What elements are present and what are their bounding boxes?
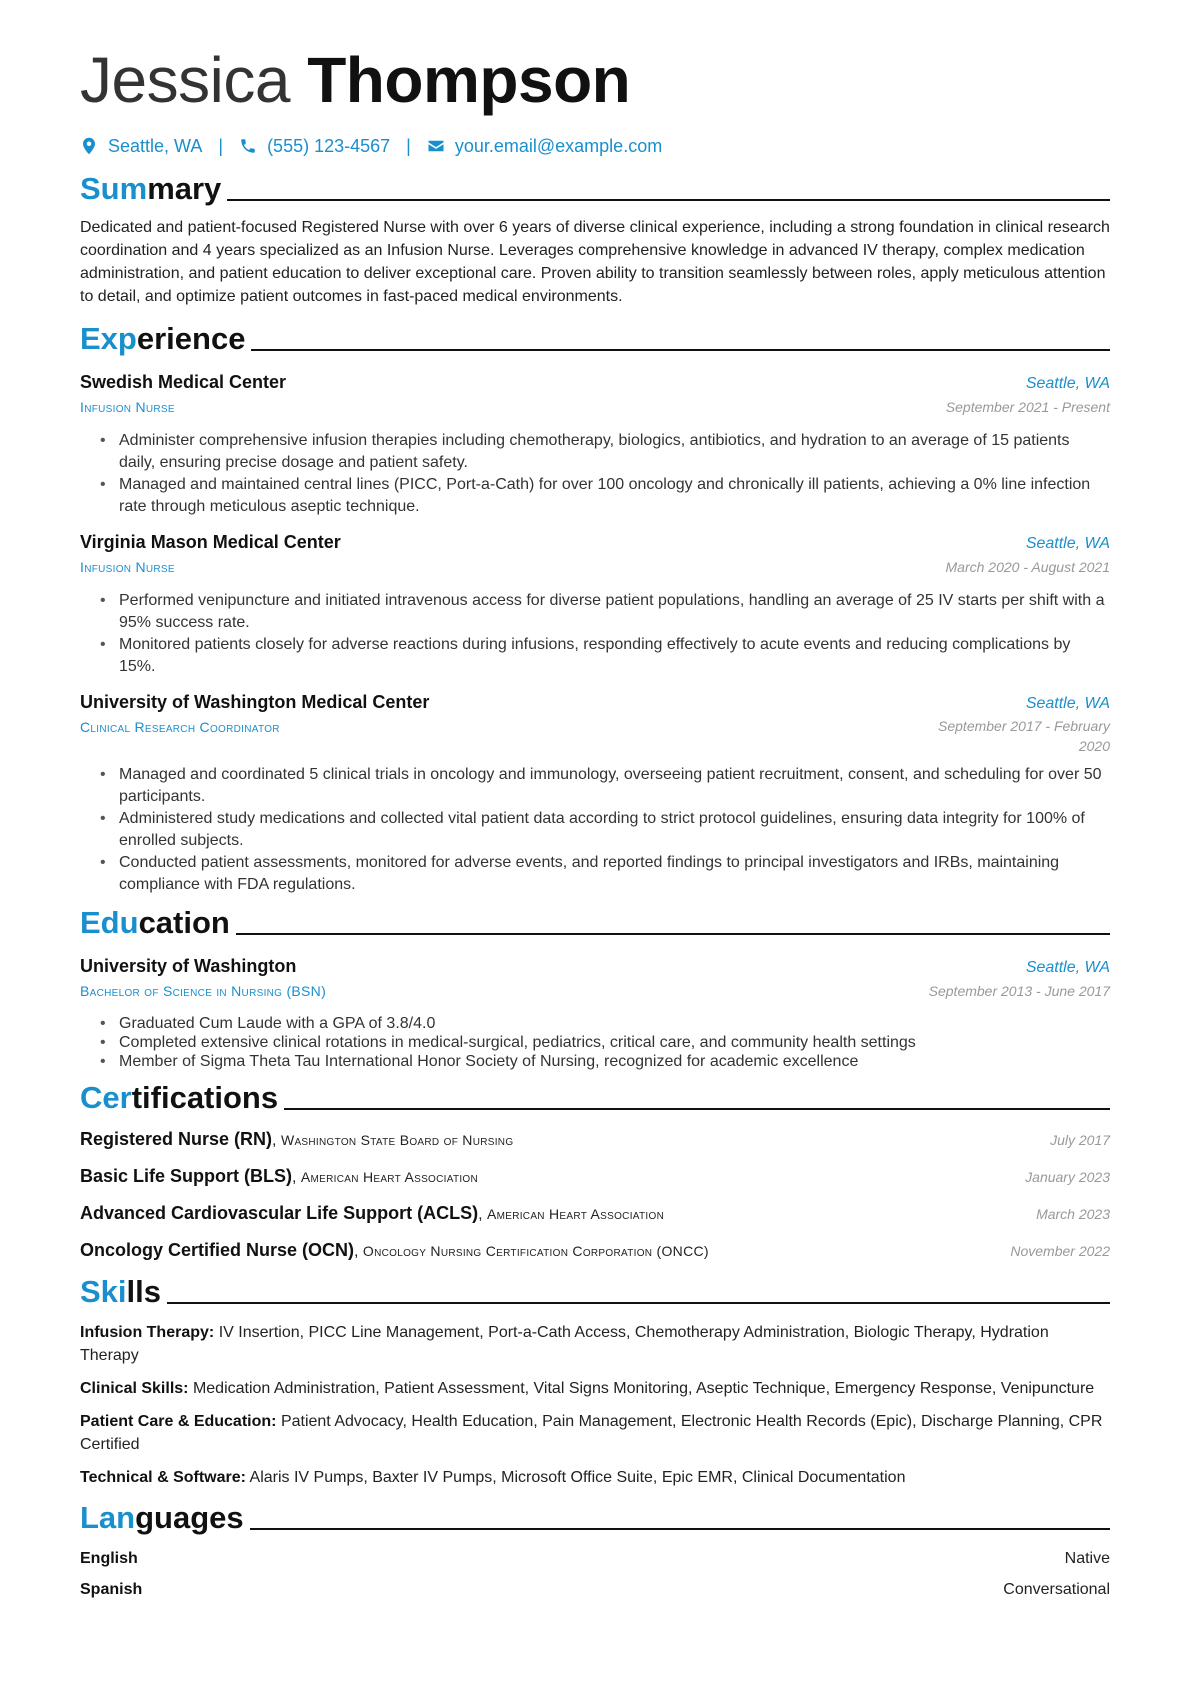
language-row [80, 1578, 1110, 1601]
summary-section [80, 170, 1110, 308]
job-title: Clinical Research Coordinator [80, 719, 280, 735]
cert-issuer: Oncology Nursing Certification Corporation (ONCC) [362, 1243, 709, 1259]
section-header [80, 1079, 1110, 1117]
section-rule [227, 199, 1110, 201]
list-item: • Administer comprehensive infusion therapies including chemotherapy, biologics, antibiotics, and hydration to an average of 15 patients daily, ensuring precise dosage and patient safety. [100, 430, 1110, 474]
skill-row [80, 1410, 1110, 1456]
section-rule [167, 1302, 1110, 1304]
skill-row [80, 1321, 1110, 1367]
skill-list: Medication Administration, Patient Assessment, Vital Signs Monitoring, Aseptic Technique, Emergency Response, Venipuncture [192, 1380, 1095, 1397]
employer-name: Swedish Medical Center [80, 372, 287, 392]
cert-name: Advanced Cardiovascular Life Support (ACLS) [80, 1203, 479, 1223]
experience-entry [80, 690, 1110, 896]
cert-name: Oncology Certified Nurse (OCN) [80, 1240, 355, 1260]
job-title: Infusion Nurse [80, 399, 175, 415]
language-name: English [80, 1550, 138, 1567]
skill-list: Patient Advocacy, Health Education, Pain Management, Electronic Health Records (Epic), Discharge Planning, CPR Certified [80, 1413, 1103, 1453]
skill-list: IV Insertion, PICC Line Management, Port-a-Cath Access, Chemotherapy Administration, Biologic Therapy, Hydration Therapy [80, 1324, 1049, 1364]
list-item: • Completed extensive clinical rotations in medical-surgical, pediatrics, critical care, and community health settings [100, 1033, 1110, 1052]
section-rule [284, 1108, 1110, 1110]
phone-icon [239, 137, 257, 155]
cert-date: March 2023 [1036, 1206, 1110, 1222]
skill-row [80, 1377, 1110, 1400]
list-item: • Managed and coordinated 5 clinical trials in oncology and immunology, overseeing patient recruitment, consent, and scheduling for over 50 participants. [100, 764, 1110, 808]
bullet-list [80, 430, 1110, 518]
section-header [80, 170, 1110, 208]
contact-location [80, 136, 202, 157]
cert-issuer: American Heart Association [300, 1169, 479, 1185]
school-name: University of Washington [80, 956, 297, 976]
contact-bar [80, 132, 1110, 160]
candidate-name [80, 40, 1110, 120]
cert-date: July 2017 [1050, 1132, 1110, 1148]
entry-dates: September 2021 - Present [945, 399, 1110, 415]
contact-email[interactable] [427, 136, 662, 157]
education-section [80, 904, 1110, 1071]
section-title: Summary [80, 171, 222, 206]
contact-separator: | [406, 135, 411, 156]
entry-dates: March 2020 - August 2021 [945, 559, 1110, 575]
entry-location: Seattle, WA [1025, 959, 1110, 976]
list-item: • Graduated Cum Laude with a GPA of 3.8/4.0 [100, 1014, 1110, 1033]
skill-category: Infusion Therapy: [80, 1324, 215, 1341]
cert-name: Registered Nurse (RN) [80, 1129, 273, 1149]
list-item: • Conducted patient assessments, monitored for adverse events, and reported findings to principal investigators and IRBs, maintaining compliance with FDA regulations. [100, 852, 1110, 896]
employer-name: Virginia Mason Medical Center [80, 532, 341, 552]
cert-issuer: American Heart Association [486, 1206, 665, 1222]
skill-list: Alaris IV Pumps, Baxter IV Pumps, Microsoft Office Suite, Epic EMR, Clinical Documentation [249, 1469, 906, 1486]
certification-row: Oncology Certified Nurse (OCN), Oncology Nursing Certification Corporation (ONCC) November 2022 [80, 1240, 1110, 1260]
languages-section [80, 1499, 1110, 1601]
section-title: Skills [80, 1274, 161, 1309]
section-title: Certifications [80, 1080, 279, 1115]
entry-location: Seattle, WA [1025, 535, 1110, 552]
experience-entry [80, 530, 1110, 678]
list-item: • Administered study medications and collected vital patient data according to strict protocol guidelines, ensuring data integrity for 100% of enrolled subjects. [100, 808, 1110, 852]
section-title: Languages [80, 1500, 244, 1535]
experience-entry [80, 370, 1110, 518]
map-marker-icon [80, 137, 98, 155]
experience-section [80, 320, 1110, 896]
language-level: Conversational [1003, 1581, 1110, 1598]
skill-row [80, 1466, 1110, 1489]
language-row [80, 1547, 1110, 1570]
skills-section [80, 1273, 1110, 1489]
language-name: Spanish [80, 1581, 143, 1598]
certification-row: Registered Nurse (RN), Washington State Board of Nursing July 2017 [80, 1129, 1110, 1149]
section-header [80, 1499, 1110, 1537]
bullet-list [80, 590, 1110, 678]
email-text: your.email@example.com [454, 135, 663, 156]
section-title: Education [80, 905, 230, 940]
section-header [80, 320, 1110, 358]
cert-date: January 2023 [1025, 1169, 1110, 1185]
list-item: • Monitored patients closely for adverse reactions during infusions, responding effectively to acute events and reducing complications by 15%. [100, 634, 1110, 678]
bullet-list [80, 764, 1110, 896]
section-header [80, 1273, 1110, 1311]
skill-category: Clinical Skills: [80, 1380, 189, 1397]
certification-row: Advanced Cardiovascular Life Support (ACLS), American Heart Association March 2023 [80, 1203, 1110, 1223]
job-title: Infusion Nurse [80, 559, 175, 575]
cert-issuer: Washington State Board of Nursing [280, 1132, 514, 1148]
summary-text: Dedicated and patient-focused Registered Nurse with over 6 years of diverse clinical experience, including a strong foundation in clinical research coordination and 4 years specialized as an Infusion Nurse. Leverages comprehensive knowledge in advanced IV therapy, complex medication administration, and patient education to deliver exceptional care. Proven ability to transition seamlessly between roles, apply meticulous attention to detail, and optimize patient outcomes in fast-paced medical environments. [80, 219, 1110, 305]
cert-name: Basic Life Support (BLS) [80, 1166, 293, 1186]
education-entry [80, 954, 1110, 1071]
entry-dates: September 2017 - February 2020 [938, 718, 1110, 754]
certification-row: Basic Life Support (BLS), American Heart Association January 2023 [80, 1166, 1110, 1186]
section-rule [236, 933, 1110, 935]
contact-phone[interactable] [239, 136, 390, 157]
section-rule [251, 349, 1110, 351]
last-name: Thompson [307, 44, 631, 116]
entry-location: Seattle, WA [1025, 375, 1110, 392]
section-rule [250, 1528, 1110, 1530]
list-item: • Member of Sigma Theta Tau International Honor Society of Nursing, recognized for academic excellence [100, 1052, 1110, 1071]
list-item: • Performed venipuncture and initiated intravenous access for diverse patient populations, handling an average of 25 IV starts per shift with a 95% success rate. [100, 590, 1110, 634]
degree-title: Bachelor of Science in Nursing (BSN) [80, 983, 327, 999]
bullet-list [80, 1014, 1110, 1071]
employer-name: University of Washington Medical Center [80, 692, 430, 712]
skill-category: Technical & Software: [80, 1469, 246, 1486]
entry-dates: September 2013 - June 2017 [928, 983, 1110, 999]
location-text: Seattle, WA [108, 135, 203, 156]
phone-text: (555) 123-4567 [267, 135, 391, 156]
first-name: Jessica [80, 44, 290, 116]
certifications-section [80, 1079, 1110, 1265]
entry-location: Seattle, WA [1025, 695, 1110, 712]
list-item: • Managed and maintained central lines (PICC, Port-a-Cath) for over 100 oncology and chronically ill patients, achieving a 0% line infection rate through meticulous aseptic technique. [100, 474, 1110, 518]
section-title: Experience [80, 321, 246, 356]
section-header [80, 904, 1110, 942]
skill-category: Patient Care & Education: [80, 1413, 277, 1430]
contact-separator: | [218, 135, 224, 156]
cert-date: November 2022 [1010, 1243, 1110, 1259]
language-level: Native [1064, 1550, 1110, 1567]
envelope-icon [427, 137, 445, 155]
